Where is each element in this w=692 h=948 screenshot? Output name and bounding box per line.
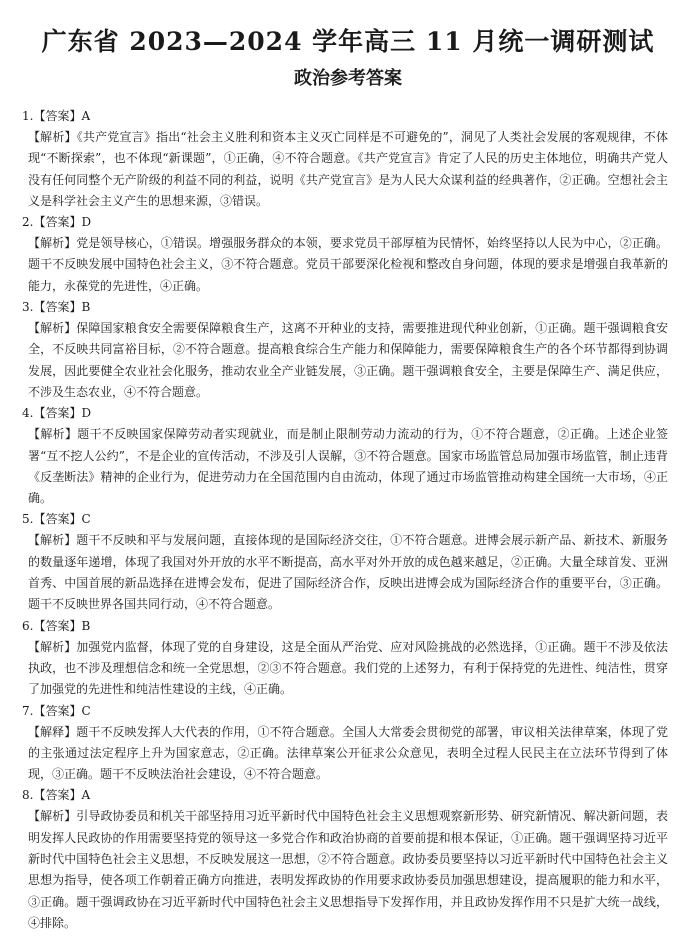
question-block (22, 701, 668, 786)
answer-line: 8.【答案】A (22, 788, 91, 803)
explanation-text: 【解析】题干不反映和平与发展问题，直接体现的是国际经济交往，①不符合题意。进博会展示新产品、新技术、新服务的数量逐年递增，体现了我国对外开放的水平不断提高，高水平对外开放的成色越来越足，②正确。大量全球首发、亚洲首秀、中国首展的新品选择在进博会发布，促进了国际经济合作，反映出进博会成为国际经济合作的重要平台，③正确。题干不反映世界各国共同行动，④不符合题意。 (28, 533, 668, 612)
explanation-text: 【解析】引导政协委员和机关干部坚持用习近平新时代中国特色社会主义思想观察新形势、研究新情况、解决新问题，表明发挥人民政协的作用需要坚持党的领导这一多党合作和政治协商的首要前提和根本保证，①正确。题干强调坚持习近平新时代中国特色社会主义思想，不反映发展这一思想，②不符合题意。政协委员要坚持以习近平新时代中国特色社会主义思想为指导，使各项工作朝着正确方向推进，表明发挥政协的作用要求政协委员加强思想建设，提高履职的能力和水平，③正确。题干强调政协在习近平新时代中国特色社会主义思想指导下发挥作用，并且政协发挥作用不只是扩大统一战线，④排除。 (28, 809, 668, 930)
question-block (22, 106, 668, 212)
question-block (22, 212, 668, 297)
question-block (22, 297, 668, 403)
explanation-text: 【解析】加强党内监督，体现了党的自身建设，这是全面从严治党、应对风险挑战的必然选择，①正确。题干不涉及依法执政，也不涉及理想信念和统一全党思想，②③不符合题意。我们党的上述努力，有利于保持党的先进性、纯洁性，贯穿了加强党的先进性和纯洁性建设的主线，④正确。 (28, 639, 668, 697)
explanation-text: 【解释】题干不反映发挥人大代表的作用，①不符合题意。全国人大常委会贯彻党的部署，审议相关法律草案，体现了党的主张通过法定程序上升为国家意志，②正确。法律草案公开征求公众意见，表明全过程人民民主在立法环节得到了体现，③正确。题干不反映法治社会建设，④不符合题意。 (28, 724, 668, 782)
answer-line: 2.【答案】D (22, 215, 92, 230)
answer-line: 5.【答案】C (22, 512, 91, 527)
question-block (22, 403, 668, 509)
answer-list (22, 106, 668, 934)
answer-line: 1.【答案】A (22, 109, 91, 123)
answer-line: 7.【答案】C (22, 703, 91, 718)
answer-line: 6.【答案】B (22, 618, 91, 633)
question-block (22, 616, 668, 701)
question-block (22, 785, 668, 934)
explanation-text: 【解析】保障国家粮食安全需要保障粮食生产，这离不开种业的支持，需要推进现代种业创新，①正确。题干强调粮食安全，不反映共同富裕目标，②不符合题意。提高粮食综合生产能力和保障能力，需要保障粮食生产的各个环节都得到协调发展，因此要健全农业社会化服务，推动农业全产业链发展，③正确。题干强调粮食安全，主要是保障生产、满足供应，不涉及生态农业，④不符合题意。 (28, 321, 668, 399)
explanation-text: 【解析】党是领导核心，①错误。增强服务群众的本领，要求党员干部厚植为民情怀，始终坚持以人民为中心，②正确。题干不反映发展中国特色社会主义，③不符合题意。党员干部要深化检视和整改自身问题，体现的要求是增强自我革新的能力，永葆党的先进性，④正确。 (28, 236, 668, 293)
document-subtitle: 政治参考答案 (294, 68, 402, 89)
question-block (22, 509, 668, 615)
explanation-text: 【解析】《共产党宣言》指出“社会主义胜利和资本主义灭亡同样是不可避免的”，洞见了人类社会发展的客观规律，不体现“不断探索”，也不体现“新课题”，①正确，④不符合题意。《共产党宣言》肯定了人民的历史主体地位，明确共产党人没有任何同整个无产阶级的利益不同的利益，说明《共产党宣言》是为人民大众谋利益的经典著作，②正确。空想社会主义是科学社会主义产生的思想来源，③错误。 (28, 130, 668, 208)
explanation-text: 【解析】题干不反映国家保障劳动者实现就业，而是制止限制劳动力流动的行为，①不符合题意，②正确。上述企业签署“互不挖人公约”，不是企业的宣传活动，不涉及引人误解，③不符合题意。国家市场监管总局加强市场监管，制止违背《反垄断法》精神的企业行为，促进劳动力在全国范围内自由流动，体现了通过市场监管推动构建全国统一大市场，④正确。 (28, 427, 668, 506)
answer-line: 3.【答案】B (22, 300, 91, 315)
document-title: 广东省 2023—2024 学年高三 11 月统一调研测试 (41, 27, 655, 56)
answer-line: 4.【答案】D (22, 406, 92, 421)
